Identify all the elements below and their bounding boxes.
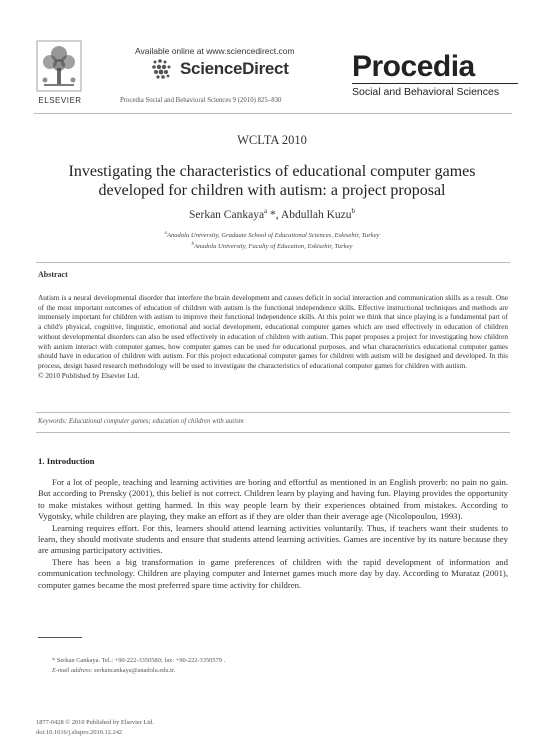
introduction-heading: 1. Introduction [38,456,95,466]
author-2: Abdullah Kuzu [280,208,352,221]
procedia-wordmark: Procedia [352,50,475,83]
abstract-text: Autism is a neural developmental disorder that interfere the brain development and causes deficit in social interaction and communication skills as a result. One of the most important outcomes of education of children with autism is the functional independence skills. Effective instructional techniques and methods are immensely important for children with autism to improve their functional independence skills. At this point we think that since playing is a fundamental part of a child's physical, cognitive, linguistic, emotional and social development, educational computer games which are used effectively in education of children without developmental disorders can also be used effectively in education of children with autism. This paper proposes a project for investigating how children with autism interact with computer games, how computer games can be used for educational purposes, and what characteristics educational computer games should have in education of children with autism. For this project educational computer games for children with autism will be designed and developed. In this process, design based research methodology will be used to investigate the characteristics of educational computer games for children with autism. [38,293,508,370]
affiliation-b [0,240,544,251]
keywords-bottom-rule [36,432,510,433]
intro-paragraph-2: Learning requires effort. For this, learners should attend learning activities voluntarily. Thus, if teachers want their students to learn, they should motivate students and ensure that students attend learning activities. Games are incentive by its nature because they are amusing participatory activities. [38,522,508,556]
introduction-body [38,477,508,591]
doi-line[interactable]: doi:10.1016/j.sbspro.2010.12.242 [36,729,123,736]
affiliations [0,229,544,251]
elsevier-wordmark: ELSEVIER [38,96,82,105]
intro-paragraph-3: There has been a big transformation in game preferences of children with the rapid development of information and communication technology. Children are playing computer and Internet games much more day by day. According to Murataz (2001), computer games became the most preferred spare time activity for children. [38,556,508,590]
intro-paragraph-1: For a lot of people, teaching and learning activities are boring and effortful as mentioned in an English proverb: no pain no gain. But according to Prensky (2001), this belief is not correct. Children learn by playing and having fun. Playing provides the opportunity to make mistakes without getting harmed. In this way people learn by their experiences obtained from mistakes. According to Vygotsky, while children are playing, they make an effort as if they are older than their average age (Nicolopoulou, 1993). [38,477,508,522]
sciencedirect-wordmark: ScienceDirect [180,59,289,78]
author-2-affil: b [351,207,355,215]
author-line [0,207,544,221]
affiliation-a [0,229,544,240]
affiliation-a-sup: a [164,231,167,236]
keywords: Keywords: Educational computer games; education of children with autism [38,418,244,425]
footnote [52,656,225,676]
abstract-heading: Abstract [38,270,68,279]
author-1-affil: a [264,207,268,215]
affiliation-b-text: Anadolu University, Faculty of Education, Eskisehir, Turkey [194,243,353,251]
journal-citation: Procedia Social and Behavioral Sciences 9 (2010) 825–830 [120,97,282,104]
abstract-top-rule [36,262,510,263]
abstract-body [38,293,508,380]
available-online-text[interactable]: Available online at www.sciencedirect.com [135,46,295,56]
issn-line: 1877-0428 © 2010 Published by Elsevier Ltd. [36,719,154,726]
sciencedirect-dots-icon [151,58,173,80]
author-1: Serkan Cankaya [189,208,265,221]
header-divider [34,113,512,114]
affiliation-a-text: Anadolu University, Graduate School of Educational Sciences, Eskisehir, Turkey [166,232,380,240]
paper-title: Investigating the characteristics of educational computer games developed for children with autism: a project proposal [68,163,476,199]
procedia-subtitle: Social and Behavioral Sciences [352,83,518,98]
footnote-contact: * Serkan Cankaya. Tel.: +90-222-3350580; fax: +90-222-3350579 . [52,657,226,664]
corresponding-mark: *, [267,208,281,221]
abstract-copyright: © 2010 Published by Elsevier Ltd. [38,370,140,380]
keywords-top-rule [36,412,510,413]
affiliation-b-sup: b [191,242,195,248]
publication-info [36,718,154,738]
conference-name: WCLTA 2010 [237,133,307,147]
footnote-rule [38,637,82,638]
email-label: E-mail address [52,667,91,674]
email-value[interactable]: : serkancankaya@anadolu.edu.tr. [90,667,176,674]
elsevier-tree-logo-icon [36,40,82,92]
footnote-email [52,666,225,676]
